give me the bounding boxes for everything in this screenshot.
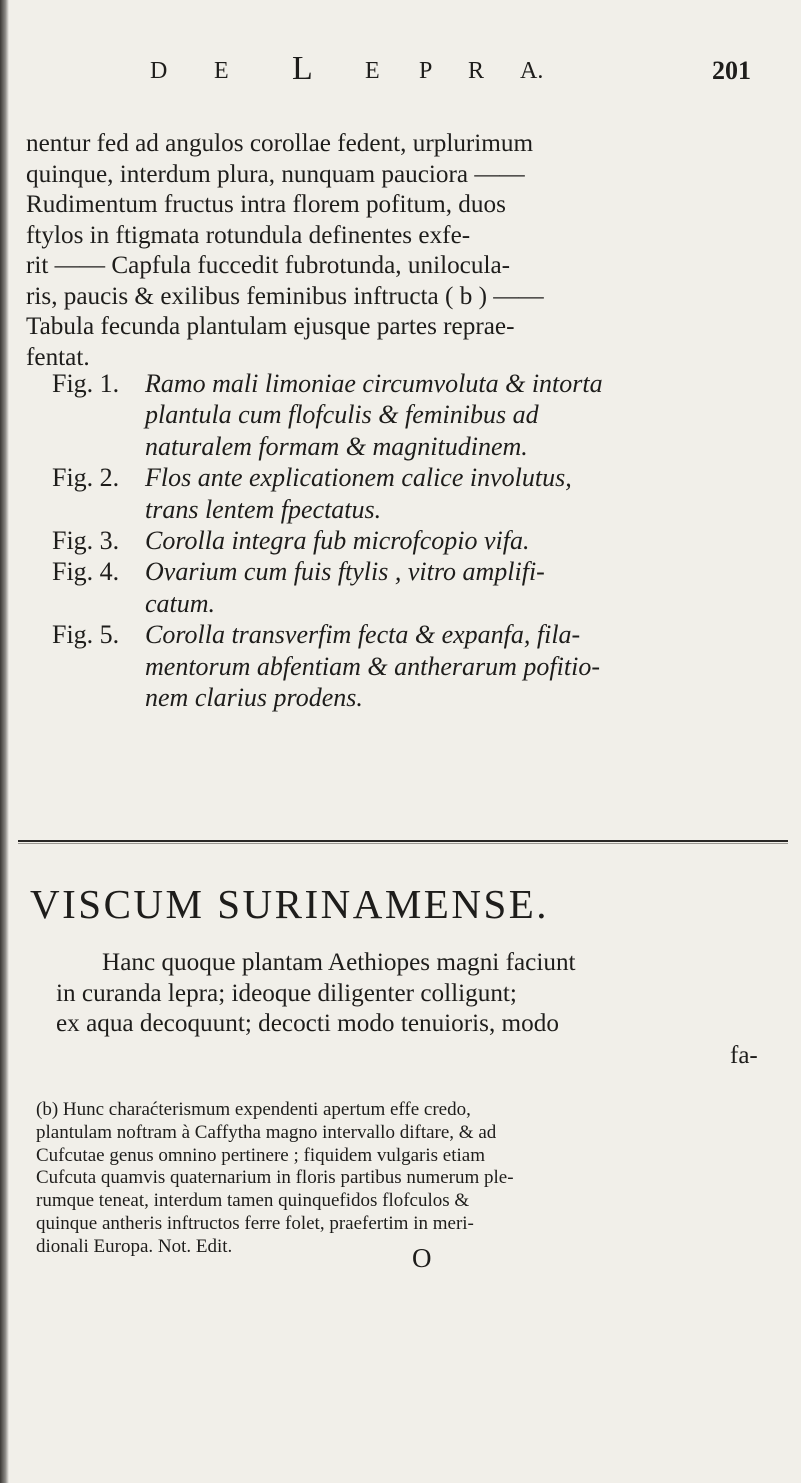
- header-letter: E: [365, 58, 380, 84]
- text-line: ris, paucis & exilibus feminibus inftructa ( b ) ——: [26, 282, 544, 310]
- paragraph-viscum: [56, 948, 776, 1040]
- text-line: ex aqua decoquunt; decocti modo tenuioris, modo: [56, 1010, 559, 1038]
- footnote-line: Cufcutae genus omnino pertinere ; fiquidem vulgaris etiam: [36, 1144, 486, 1166]
- text-line: ftylos in ftigmata rotundula definentes exfe-: [26, 221, 471, 249]
- header-letter: E: [214, 58, 229, 84]
- figure-label: Fig. 2.: [52, 463, 120, 493]
- figure-caption-line: trans lentem fpectatus.: [145, 494, 382, 524]
- header-letter: A.: [520, 58, 544, 84]
- footnote-line: quinque antheris inftructos ferre folet, praefertim in meri-: [36, 1212, 474, 1234]
- figure-caption-line: Ovarium cum fuis ftylis , vitro amplifi-: [145, 557, 545, 587]
- figure-caption-line: nem clarius prodens.: [145, 683, 363, 713]
- text-line: quinque, interdum plura, nunquam pauciora ——: [26, 160, 525, 188]
- figure-label: Fig. 4.: [52, 557, 120, 587]
- figure-entry: [52, 368, 792, 462]
- section-divider: [18, 840, 788, 842]
- footnote-line: Cufcuta quamvis quaternarium in floris partibus numerum ple-: [36, 1167, 514, 1189]
- figure-caption-line: plantula cum flofculis & feminibus ad: [145, 400, 539, 430]
- figure-caption-line: Flos ante explicationem calice involutus,: [145, 463, 572, 493]
- text-line: in curanda lepra; ideoque diligenter colligunt;: [56, 979, 517, 1007]
- text-line: rit —— Capfula fuccedit fubrotunda, unilocula-: [26, 252, 511, 279]
- footnote: [36, 1099, 786, 1259]
- running-header: [0, 50, 801, 108]
- section-title: VISCUM SURINAMENSE.: [30, 881, 550, 927]
- figure-caption-line: Corolla transverfim fecta & expanfa, fila-: [145, 620, 581, 650]
- footnote-line: rumque teneat, interdum tamen quinquefidos flofculos &: [36, 1190, 470, 1212]
- paragraph-main: [26, 129, 786, 373]
- signature-mark: O: [412, 1243, 432, 1273]
- figure-caption-line: naturalem formam & magnitudinem.: [145, 431, 528, 461]
- figure-entry: [52, 462, 792, 525]
- figure-caption-line: mentorum abfentiam & antherarum pofitio-: [145, 651, 600, 681]
- text-line: fentat.: [26, 343, 90, 371]
- figure-entry: [52, 619, 792, 713]
- footnote-line: (b) Hunc charaćterismum expendenti apertum effe credo,: [36, 1099, 471, 1120]
- footnote-line: plantulam noftram à Caffytha magno intervallo diftare, & ad: [36, 1121, 497, 1143]
- binding-edge: [0, 0, 9, 1483]
- figure-entry: [52, 525, 792, 556]
- header-letter: L: [292, 50, 313, 87]
- text-line: Rudimentum fructus intra florem pofitum, duos: [26, 191, 506, 218]
- figure-list: [52, 368, 792, 713]
- header-letter: D: [150, 58, 168, 84]
- header-letter: R: [468, 58, 485, 84]
- text-line: Tabula fecunda plantulam ejusque partes reprae-: [26, 313, 515, 340]
- section-divider-shadow: [18, 843, 788, 844]
- figure-entry: [52, 556, 792, 619]
- catchword: fa-: [730, 1042, 758, 1069]
- text-line: Hanc quoque plantam Aethiopes magni faciunt: [102, 949, 576, 976]
- figure-label: Fig. 3.: [52, 526, 120, 556]
- figure-label: Fig. 5.: [52, 620, 120, 650]
- header-letter: P: [419, 58, 433, 84]
- footnote-line: dionali Europa. Not. Edit.: [36, 1235, 233, 1257]
- figure-caption-line: catum.: [145, 588, 216, 618]
- page-number: 201: [712, 56, 751, 85]
- figure-caption-line: Corolla integra fub microfcopio vifa.: [145, 526, 530, 556]
- figure-caption-line: Ramo mali limoniae circumvoluta & intorta: [145, 369, 603, 398]
- figure-label: Fig. 1.: [52, 369, 120, 398]
- text-line: nentur fed ad angulos corollae fedent, urplurimum: [26, 130, 534, 157]
